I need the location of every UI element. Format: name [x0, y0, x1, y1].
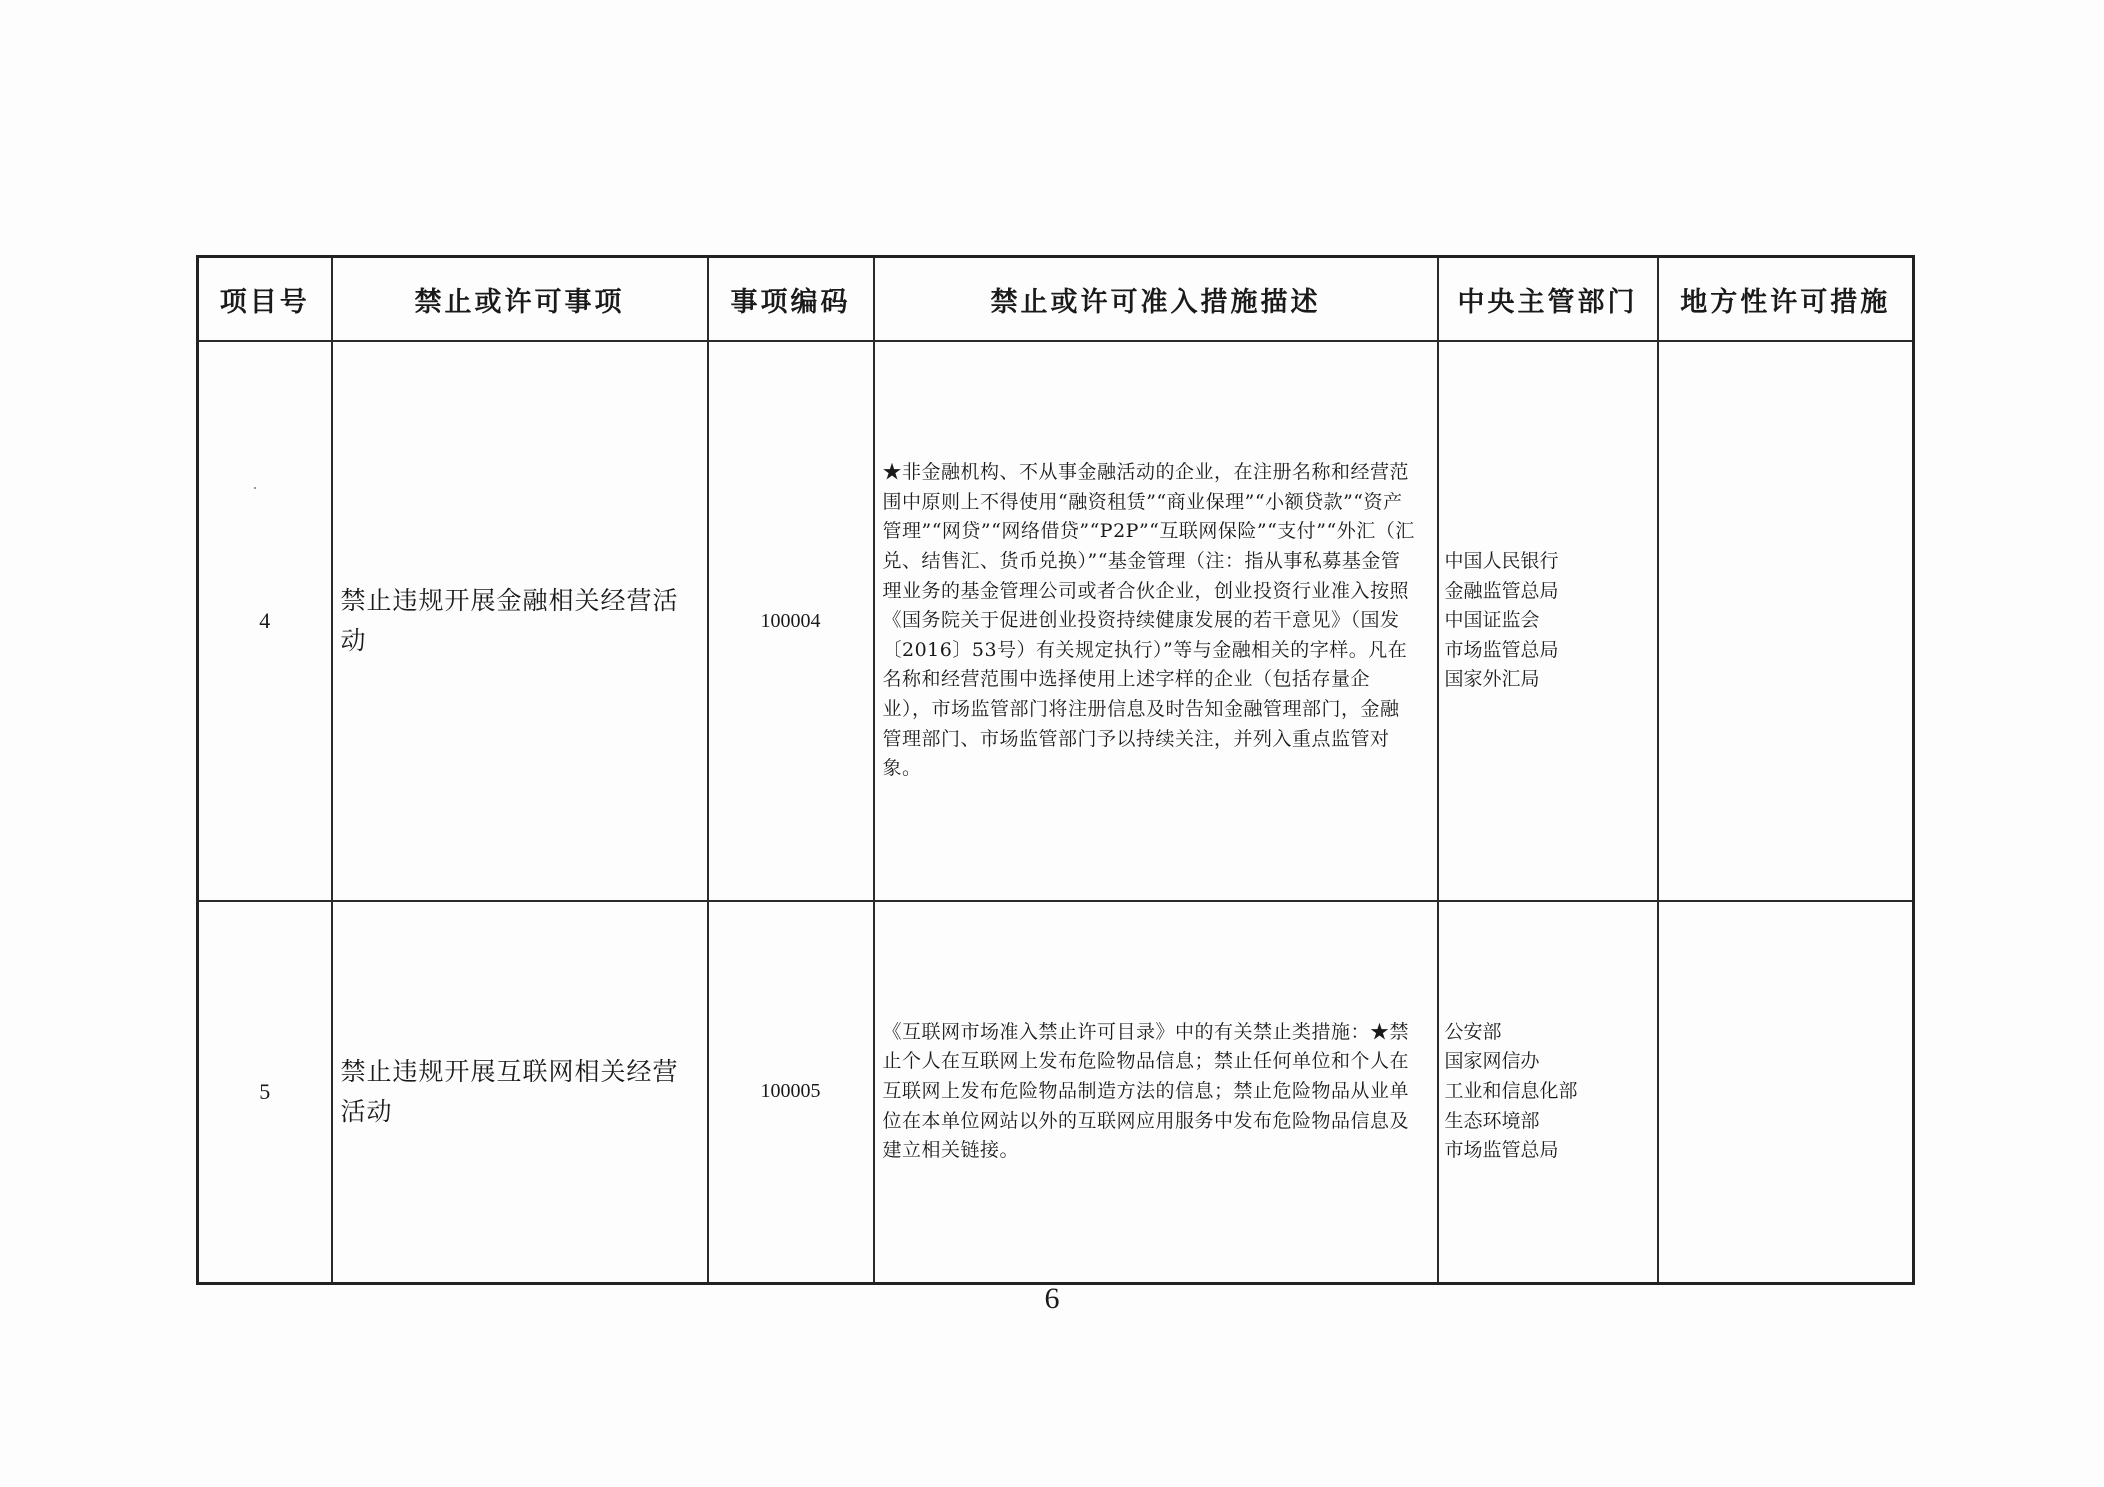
row-departments — [1438, 901, 1658, 1283]
row-number: 5 — [198, 901, 332, 1283]
department: 市场监管总局 — [1444, 1139, 1559, 1162]
row-local-measures — [1658, 341, 1914, 901]
row-code: 100004 — [708, 341, 874, 901]
row-description: ★非金融机构、不从事金融活动的企业，在注册名称和经营范围中原则上不得使用“融资租赁”“商业保理”“小额贷款”“资产管理”“网贷”“网络借贷”“P2P”“互联网保险”“支付”“外汇（汇兑、结售汇、货币兑换）”“基金管理（注：指从事私募基金管理业务的基金管理公司或者合伙企业，创业投资行业准入按照《国务院关于促进创业投资持续健康发展的若干意见》（国发〔2016〕53号）有关规定执行）”等与金融相关的字样。凡在名称和经营范围中选择使用上述字样的企业（包括存量企业），市场监管部门将注册信息及时告知金融管理部门，金融管理部门、市场监管部门予以持续关注，并列入重点监管对象。 — [874, 341, 1438, 901]
department: 国家网信办 — [1444, 1050, 1540, 1073]
market-access-table — [196, 255, 1915, 1285]
row-local-measures — [1658, 901, 1914, 1283]
row-item: 禁止违规开展金融相关经营活动 — [332, 341, 708, 901]
row-number: 4 — [198, 341, 332, 901]
page-number: 6 — [1044, 1282, 1060, 1315]
header-local-measures: 地方性许可措施 — [1658, 257, 1914, 342]
header-measure-description: 禁止或许可准入措施描述 — [874, 257, 1438, 342]
department: 中国人民银行 — [1444, 550, 1559, 573]
header-item-number: 项目号 — [198, 257, 332, 342]
department: 金融监管总局 — [1444, 579, 1559, 602]
header-item-name: 禁止或许可事项 — [332, 257, 708, 342]
header-central-department: 中央主管部门 — [1438, 257, 1658, 342]
table-row — [198, 901, 1914, 1283]
row-code: 100005 — [708, 901, 874, 1283]
header-item-code: 事项编码 — [708, 257, 874, 342]
table-row — [198, 341, 1914, 901]
row-departments — [1438, 341, 1658, 901]
department: 公安部 — [1444, 1020, 1502, 1043]
department: 市场监管总局 — [1444, 638, 1559, 661]
department: 国家外汇局 — [1444, 668, 1540, 691]
table-header-row — [198, 257, 1914, 342]
department: 中国证监会 — [1444, 609, 1540, 632]
row-item: 禁止违规开展互联网相关经营活动 — [332, 901, 708, 1283]
department: 工业和信息化部 — [1444, 1079, 1578, 1102]
row-description: 《互联网市场准入禁止许可目录》中的有关禁止类措施：★禁止个人在互联网上发布危险物品信息；禁止任何单位和个人在互联网上发布危险物品制造方法的信息；禁止危险物品从业单位在本单位网站以外的互联网应用服务中发布危险物品信息及建立相关链接。 — [874, 901, 1438, 1283]
department: 生态环境部 — [1444, 1109, 1540, 1132]
